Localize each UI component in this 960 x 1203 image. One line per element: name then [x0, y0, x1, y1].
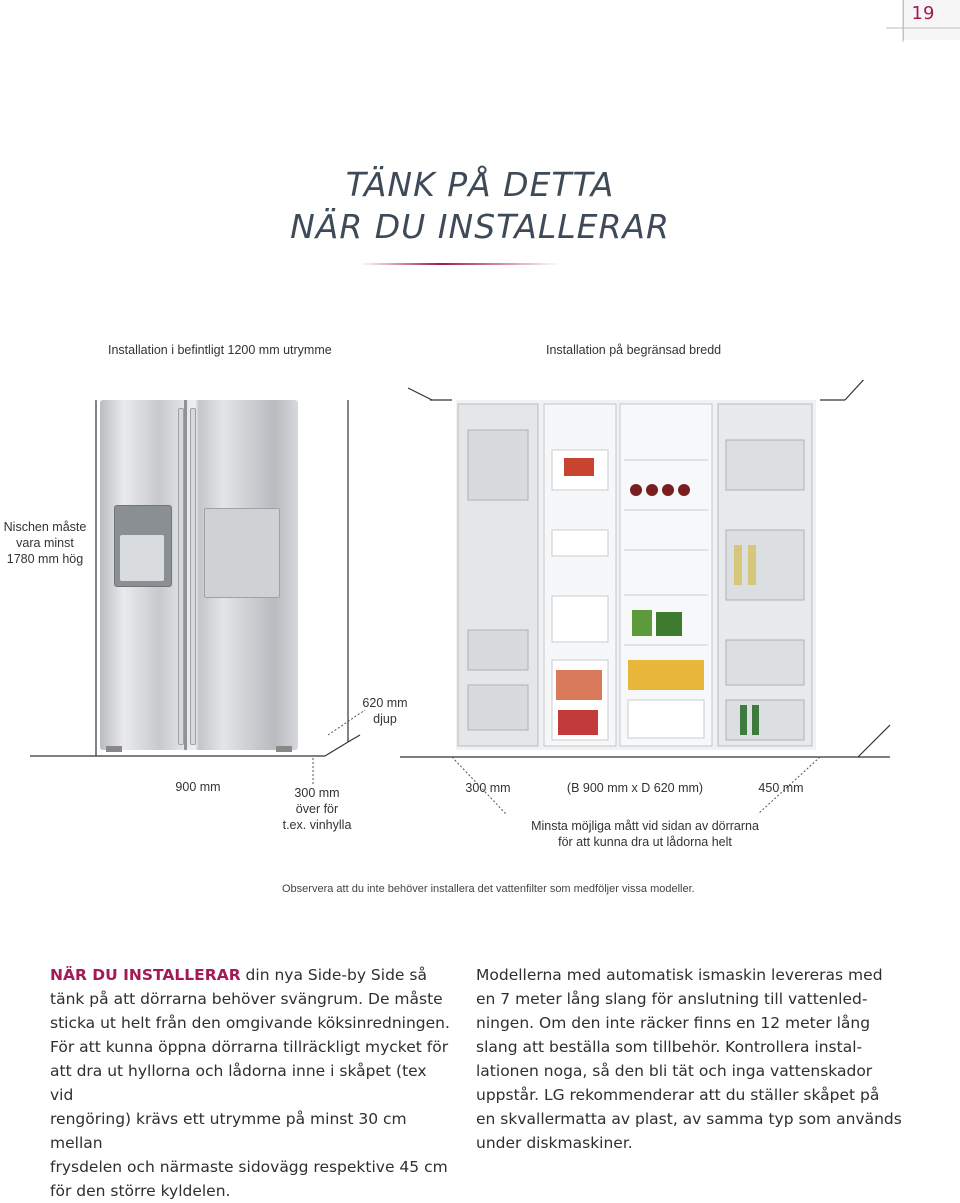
shelf-label-1: 300 mm [294, 786, 340, 800]
title-divider [360, 263, 560, 265]
min-space-label-1: Minsta möjliga mått vid sidan av dörrarna [531, 819, 759, 833]
body-left-line: tänk på att dörrarna behöver svängrum. De måste [50, 990, 443, 1008]
page-title-line1: TÄNK PÅ DETTA [345, 165, 615, 204]
width-900-label: 900 mm [175, 780, 221, 794]
niche-label-1: Nischen måste [3, 520, 87, 534]
body-right-column [476, 963, 916, 1155]
shelf-label-3: t.ex. vinhylla [282, 818, 352, 832]
closed-fridge-image [100, 400, 298, 750]
body-right-line: ningen. Om den inte räcker finns en 12 meter lång [476, 1014, 871, 1032]
page-number: 19 [911, 3, 935, 24]
shelf-label-2: över för [295, 802, 339, 816]
body-right-line: uppstår. LG rekommenderar att du ställer skåpet på [476, 1086, 880, 1104]
body-right-line: lationen noga, så den bli tät och inga vattenskador [476, 1062, 873, 1080]
body-left-line: att dra ut hyllorna och lådorna inne i skåpet (tex vid [50, 1062, 427, 1104]
right-450-label: 450 mm [758, 781, 804, 795]
body-right-line: slang att beställa som tillbehör. Kontrollera instal- [476, 1038, 863, 1056]
body-right-line: under diskmaskiner. [476, 1134, 633, 1152]
caption-right: Installation på begränsad bredd [546, 343, 722, 357]
body-left-column [50, 963, 450, 1203]
body-left-line: frysdelen och närmaste sidovägg respektive 45 cm [50, 1158, 448, 1176]
water-filter-note: Observera att du inte behöver installera det vattenfilter som medföljer vissa modeller. [282, 883, 695, 895]
min-space-label-2: för att kunna dra ut lådorna helt [558, 835, 732, 849]
body-left-line: rengöring) krävs ett utrymme på minst 30 cm mellan [50, 1110, 407, 1152]
depth-label-1: 620 mm [362, 696, 408, 710]
body-lead: NÄR DU INSTALLERAR [50, 966, 241, 984]
depth-label-2: djup [373, 712, 397, 726]
niche-label-3: 1780 mm hög [6, 552, 84, 566]
page-corner-lines [0, 0, 960, 50]
body-left-line: din nya Side-by Side så [240, 966, 427, 984]
body-left-line: För att kunna öppna dörrarna tillräckligt mycket för [50, 1038, 449, 1056]
body-right-line: en 7 meter lång slang för anslutning till vattenled- [476, 990, 868, 1008]
body-right-line: Modellerna med automatisk ismaskin levereras med [476, 966, 883, 984]
left-300-label: 300 mm [465, 781, 511, 795]
niche-label-2: vara minst [16, 536, 74, 550]
body-right-line: en skvallermatta av plast, av samma typ som används [476, 1110, 902, 1128]
page-title-line2: NÄR DU INSTALLERAR [290, 207, 670, 246]
open-fridge-image [456, 400, 816, 750]
caption-left: Installation i befintligt 1200 mm utrymme [108, 343, 332, 357]
body-left-line: för den större kyldelen. [50, 1182, 231, 1200]
body-left-line: sticka ut helt från den omgivande köksinredningen. [50, 1014, 450, 1032]
dimensions-label: (B 900 mm x D 620 mm) [566, 781, 704, 795]
